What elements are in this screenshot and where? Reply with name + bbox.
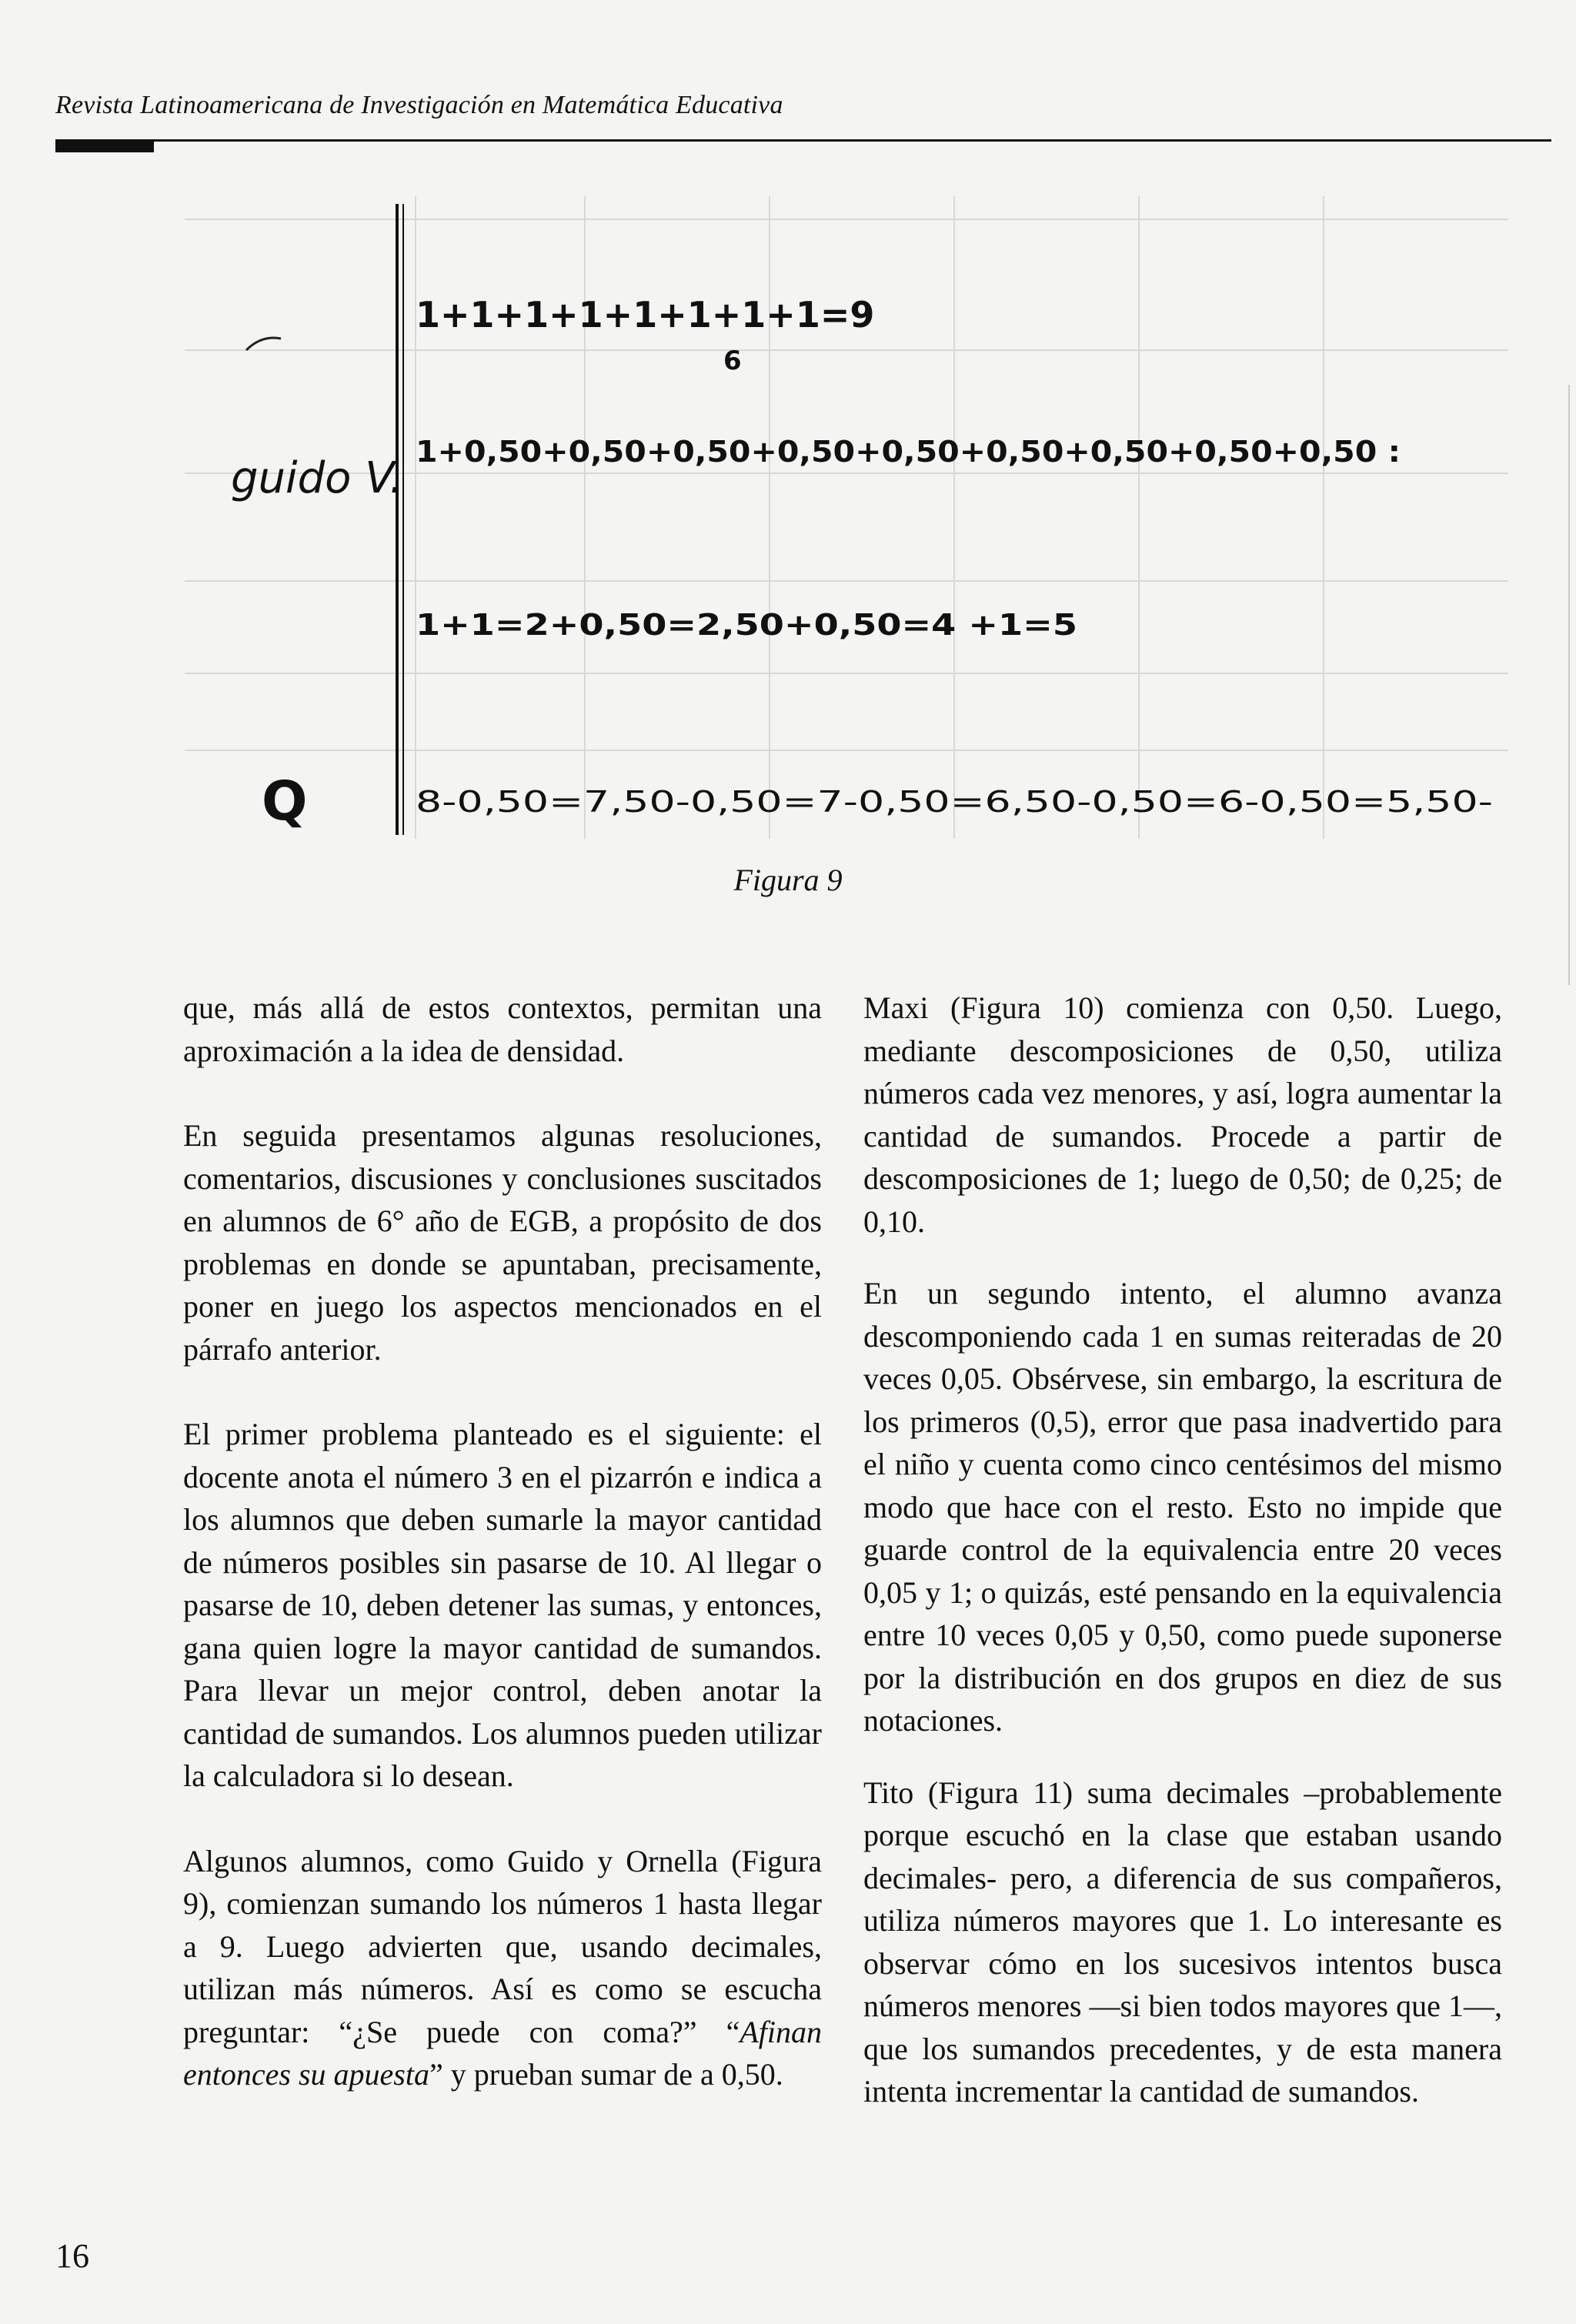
student-name-ornella: Q	[262, 770, 308, 833]
pen-mark	[246, 338, 281, 350]
header-bar	[55, 140, 154, 152]
paragraph: Maxi (Figura 10) comienza con 0,50. Luego, mediante descomposiciones de 0,50, utiliza números cada vez menores, y así, logra aumentar la cantidad de sumandos. Procede a partir de descomposiciones de 1; luego de 0,50; de 0,25; de 0,10.	[863, 990, 1502, 1239]
header-rule	[55, 139, 1551, 142]
scan-edge-line	[1568, 385, 1570, 985]
journal-title: Revista Latinoamericana de Investigación en Matemática Educativa	[55, 91, 783, 119]
paragraph: El primer problema planteado es el siguiente: el docente anota el número 3 en el pizarrón e indica a los alumnos que deben sumarle la mayor cantidad de números posibles sin pasarse de 10. Al llegar o pasarse de 10, deben detener las sumas, y entonces, gana quien logre la mayor cantidad de sumandos. Para llevar un mejor control, deben anotar la cantidad de sumandos. Los alumnos pueden utilizar la calculadora si lo desean.	[183, 1417, 822, 1793]
handwriting-image	[185, 196, 1508, 839]
hand-row-2: 1+0,50+0,50+0,50+0,50+0,50+0,50+0,50+0,50+0,50 :	[416, 435, 1401, 469]
figure-caption: Figura 9	[733, 863, 843, 897]
quoted-phrase: Afinan entonces su apuesta	[183, 2014, 822, 2092]
paragraph	[183, 1840, 822, 2096]
paragraph: Tito (Figura 11) suma decimales –probablemente porque escuchó en la clase que estaban usando decimales- pero, a diferencia de sus compañeros, utiliza números mayores que 1. Lo interesante es observar cómo en los sucesivos intentos busca números menores —si bien todos mayores que 1—, que los sumandos precedentes, y de esta manera intenta incrementar la cantidad de sumandos.	[863, 1775, 1502, 2109]
grid-lines	[185, 196, 1508, 839]
right-column	[863, 987, 1502, 2142]
figure-9-handwriting	[185, 196, 1508, 839]
paragraph: En seguida presentamos algunas resoluciones, comentarios, discusiones y conclusiones suscitados en alumnos de 6° año de EGB, a propósito de dos problemas en donde se apuntaban, precisamente, poner en juego los aspectos mencionados en el párrafo anterior.	[183, 1118, 822, 1367]
page-number: 16	[55, 2237, 89, 2275]
paragraph-text: ” y prueban sumar de a 0,50.	[429, 2057, 783, 2092]
student-name-guido: guido V.	[231, 453, 403, 503]
hand-row-1-note: 6	[723, 346, 742, 376]
hand-row-3: 1+1=2+0,50=2,50+0,50=4 +1=5	[416, 608, 1077, 642]
paragraph: que, más allá de estos contextos, permitan una aproximación a la idea de densidad.	[183, 990, 822, 1068]
paragraph: En un segundo intento, el alumno avanza descomponiendo cada 1 en sumas reiteradas de 20 veces 0,05. Obsérvese, sin embargo, la escritura de los primeros (0,5), error que pasa inadvertido para el niño y cuenta como cinco centésimos del mismo modo que hace con el resto. Esto no impide que guarde control de la equivalencia entre 20 veces 0,05 y 1; o quizás, esté pensando en la equivalencia entre 10 veces 0,05 y 0,50, como puede suponerse por la distribución en dos grupos en diez de sus notaciones.	[863, 1276, 1502, 1738]
paragraph-text: Algunos alumnos, como Guido y Ornella (Figura 9), comienzan sumando los números 1 hasta llegar a 9. Luego advierten que, usando decimales, utilizan más números. Así es como se escucha preguntar: “¿Se puede con coma?” “	[183, 1843, 822, 2049]
hand-row-1: 1+1+1+1+1+1+1+1=9	[416, 294, 875, 336]
left-column	[183, 987, 822, 2139]
hand-row-4: 8-0,50=7,50-0,50=7-0,50=6,50-0,50=6-0,50=5,50-	[416, 785, 1493, 819]
